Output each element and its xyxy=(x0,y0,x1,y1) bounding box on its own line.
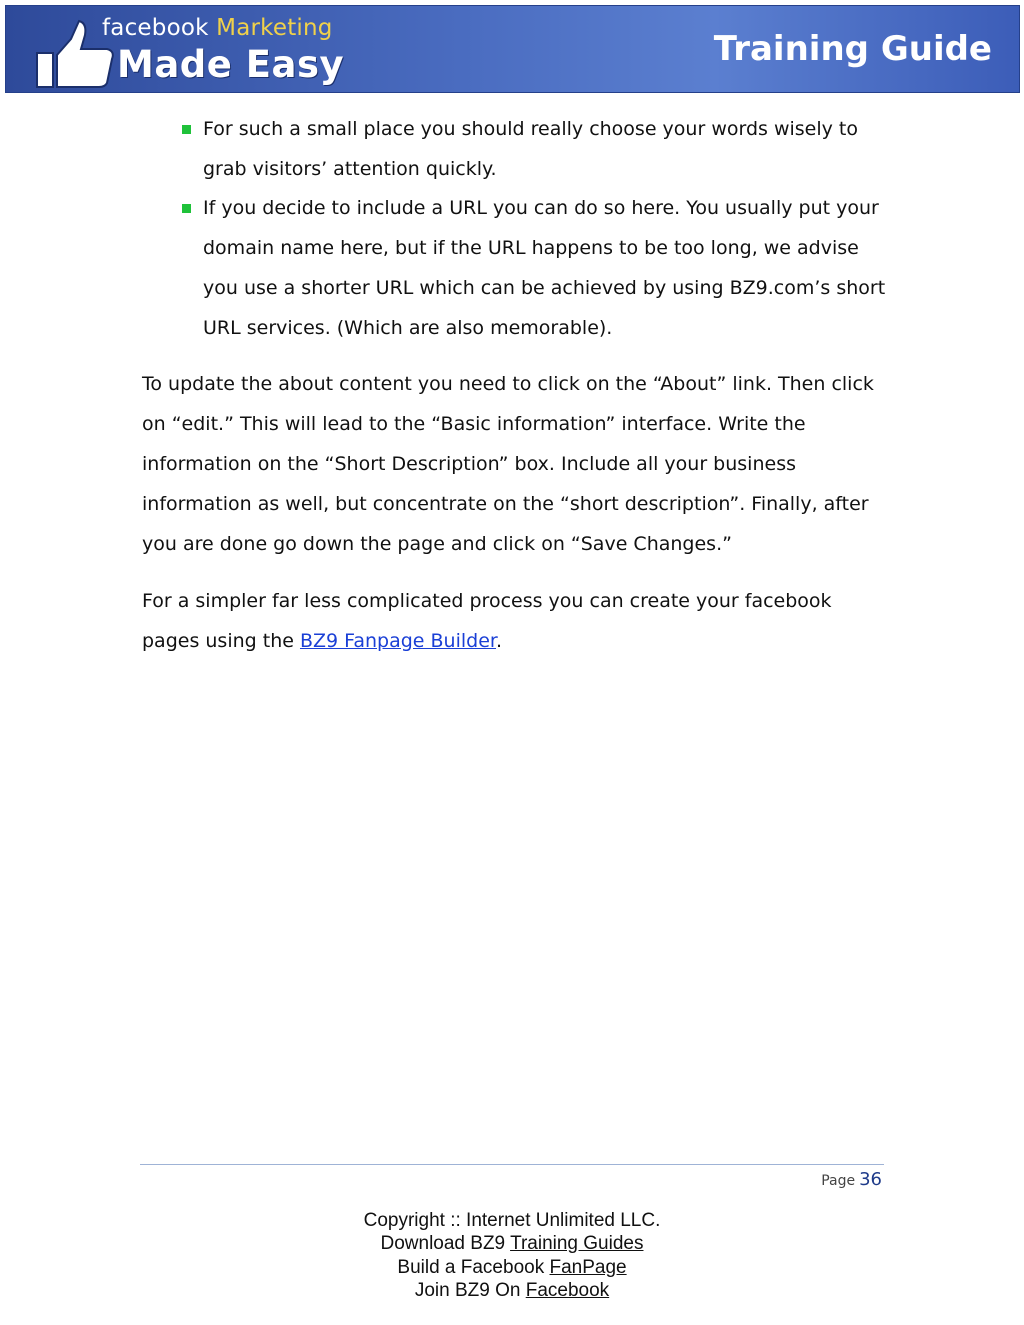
bullet-square-icon xyxy=(182,125,191,134)
page-number xyxy=(821,1169,882,1190)
bullet-text: If you decide to include a URL you can do so here. You usually put your domain name here, but if the URL happens to be too long, we advise you use a shorter URL which can be achieved by using BZ9.com’s short URL services. (Which are also memorable). xyxy=(203,197,886,339)
header-banner xyxy=(5,5,1020,93)
logo-subtitle: Made Easy xyxy=(117,43,345,86)
facebook-link[interactable]: Facebook xyxy=(525,1279,610,1301)
banner-title: Training Guide xyxy=(713,29,992,69)
join-prefix: Join BZ9 On xyxy=(414,1279,526,1301)
download-prefix: Download BZ9 xyxy=(380,1233,511,1255)
list-item xyxy=(142,110,887,189)
footer-divider xyxy=(140,1164,884,1165)
join-line xyxy=(0,1279,1024,1302)
training-guides-link[interactable]: Training Guides xyxy=(510,1233,644,1255)
fanpage-link[interactable]: FanPage xyxy=(549,1256,627,1278)
page-label: Page xyxy=(821,1173,856,1189)
footer-credits xyxy=(0,1209,1024,1302)
bullet-text: For such a small place you should really choose your words wisely to grab visitors’ attention quickly. xyxy=(203,118,858,180)
build-prefix: Build a Facebook xyxy=(397,1256,550,1278)
paragraph-about: To update the about content you need to click on the “About” link. Then click on “edit.” This will lead to the “Basic information” interface. Write the information on the “Short Description” box. Include all your business information as well, but concentrate on the “short description”. Finally, after you are done go down the page and click on “Save Changes.” xyxy=(142,373,874,555)
fanpage-builder-link[interactable]: BZ9 Fanpage Builder xyxy=(299,629,496,652)
list-item xyxy=(142,189,887,348)
copyright-text: Copyright :: Internet Unlimited LLC. xyxy=(363,1210,661,1231)
bullet-list xyxy=(142,110,887,348)
build-line xyxy=(0,1256,1024,1279)
logo-text: facebook Marketing xyxy=(102,15,333,41)
page-number-value: 36 xyxy=(859,1169,882,1190)
paragraph-text: For a simpler far less complicated process you can create your facebook pages using the xyxy=(142,589,832,652)
bullet-square-icon xyxy=(182,204,191,213)
download-line xyxy=(0,1232,1024,1255)
main-content xyxy=(142,110,887,662)
paragraph-text-end: . xyxy=(495,629,503,652)
paragraph-builder xyxy=(142,582,887,662)
